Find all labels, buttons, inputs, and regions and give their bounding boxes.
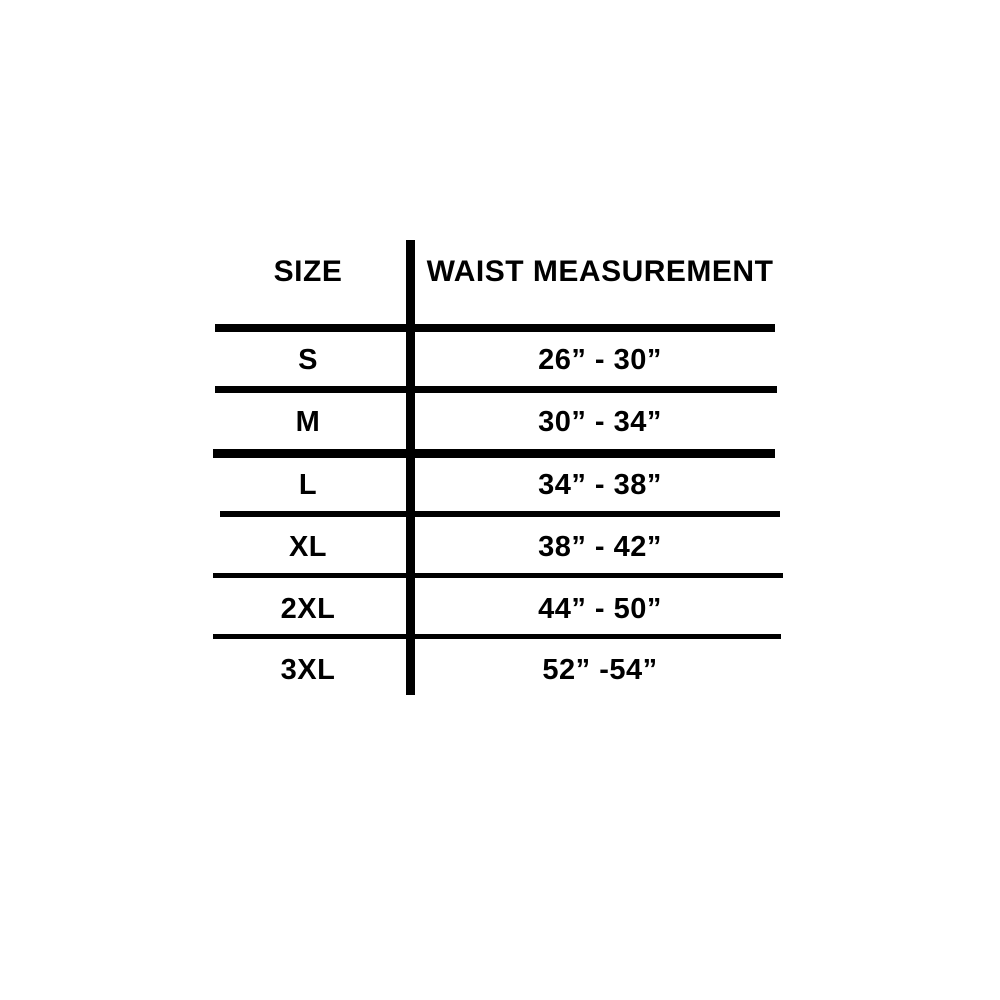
cell-measurement-2xl: 44” - 50” <box>538 592 662 625</box>
cell-measurement-l: 34” - 38” <box>538 468 662 501</box>
table-row <box>210 328 785 392</box>
cell-size-l: L <box>298 468 318 501</box>
cell-size-s: S <box>298 343 318 376</box>
table-row <box>210 390 785 454</box>
table-header-row <box>210 240 785 304</box>
table-row <box>210 577 785 641</box>
column-header-waist-measurement: WAIST MEASUREMENT <box>426 255 774 288</box>
cell-size-xl: XL <box>288 530 328 563</box>
cell-measurement-xl: 38” - 42” <box>538 530 662 563</box>
cell-measurement-3xl: 52” -54” <box>542 653 658 686</box>
cell-size-3xl: 3XL <box>280 653 336 686</box>
cell-measurement-m: 30” - 34” <box>538 405 662 438</box>
cell-size-2xl: 2XL <box>280 592 336 625</box>
cell-size-m: M <box>295 405 321 438</box>
table-row <box>210 515 785 579</box>
column-header-size: SIZE <box>273 255 343 288</box>
table-row <box>210 453 785 517</box>
table-row <box>210 638 785 702</box>
size-chart-table <box>210 240 785 700</box>
cell-measurement-s: 26” - 30” <box>538 343 662 376</box>
